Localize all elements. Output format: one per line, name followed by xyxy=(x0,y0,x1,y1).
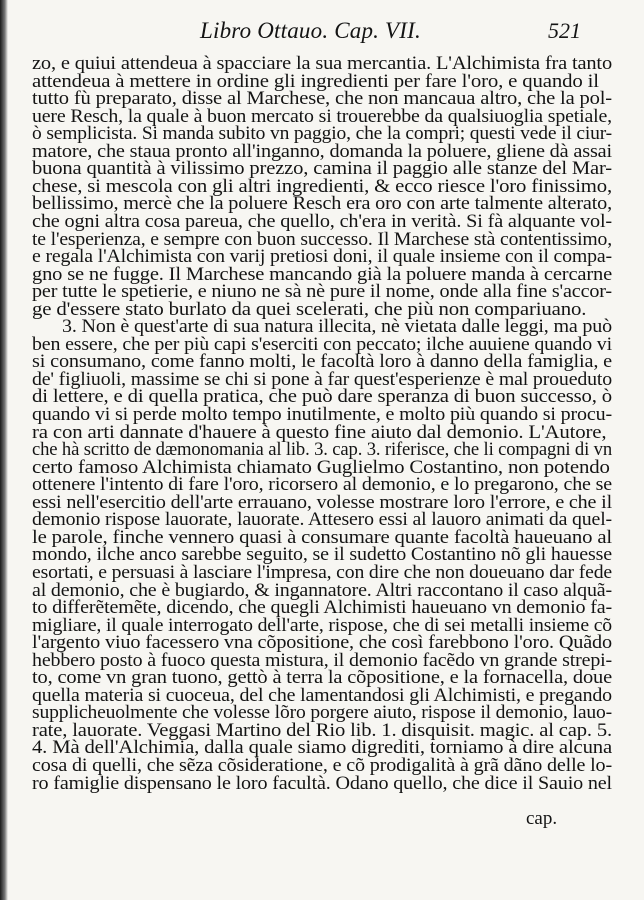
text-line: ò semplicista. Si manda subito vn paggio, che la compri; questi vede il ciur- xyxy=(32,123,612,145)
text-line: bellissimo, mercè che la poluere Resch era oro con arte talmente alterato, xyxy=(32,193,612,215)
text-line: quando vi si perde molto tempo inutilmente, e molto più quando si procu- xyxy=(32,404,613,425)
text-line: l'argento viuo facessero vna cõpositione, che così farebbono l'oro. Quãdo xyxy=(32,632,612,654)
text-line: to, come vn gran tuono, gettò à terra la cõpositione, e la fornacella, doue xyxy=(32,667,612,689)
text-line: gno se ne fugge. Il Marchese mancando già la poluere manda à cercarne xyxy=(32,263,613,285)
text-line: attendeua à mettere in ordine gli ingredienti per fare l'oro, e quando il xyxy=(32,70,599,92)
text-line: rate, lauorate. Veggasi Martino del Rio lib. 1. disquisit. magic. al cap. 5. xyxy=(32,719,613,741)
text-line: ben essere, che per più capi s'eserciti con peccato; ilche auuiene quando vi xyxy=(32,333,612,355)
text-line: zo, e quiui attendeua à spacciare la sua mercantia. L'Alchimista fra tanto xyxy=(32,53,613,74)
text-line: hebbero posto à fuoco questa mistura, il demonio facẽdo vn grande strepi- xyxy=(32,649,613,671)
text-line: che hà scritto de dæmonomania al lib. 3. cap. 3. riferisce, che li compagni di vn xyxy=(32,439,612,461)
text-line: de' figliuoli, massime se chi si pone à far quest'esperienze è mal proueduto xyxy=(32,368,613,390)
text-line: che ogni altra cosa pareua, che quello, ch'era in verità. Si fà alquante vol- xyxy=(32,210,613,232)
text-line: buona quantità à vilissimo prezzo, camina il paggio alle stanze del Mar- xyxy=(32,158,612,180)
text-line: ra con arti dannate d'hauere à questo fine aiuto dal demonio. L'Autore, xyxy=(32,421,607,443)
text-line: 3. Non è quest'arte di sua natura illecita, nè vietata dalle leggi, ma può xyxy=(62,316,612,338)
text-line: matore, che staua pronto all'inganno, domanda la poluere, gliene dà assai xyxy=(32,140,612,162)
page-number: 521 xyxy=(548,18,581,43)
text-line: tutto fù preparato, disse al Marchese, che non mancaua altro, che la pol- xyxy=(32,88,612,110)
text-line: essi nell'esercitio dell'arte errauano, volesse mostrare loro l'errore, e che il xyxy=(32,491,613,513)
text-line: demonio rispose lauorate, lauorate. Attesero essi al lauoro animati da quel- xyxy=(32,509,612,531)
text-line: chese, si mescola con gli altri ingredienti, & ecco riesce l'oro finissimo, xyxy=(32,175,613,197)
text-line: te l'esperienza, e sempre con buon successo. Il Marchese stà contentissimo, xyxy=(32,228,612,250)
text-line: ottenere l'intento di fare l'oro, ricorsero al demonio, e lo pregarono, che se xyxy=(32,474,612,496)
text-line: 4. Mà dell'Alchimia, dalla quale siamo digrediti, torniamo à dire alcuna xyxy=(32,737,612,759)
text-line: uere Resch, la quale à buon mercato si trouerebbe da qualsiuoglia spetiale, xyxy=(32,105,612,127)
text-line: migliare, il quale interrogato dell'arte, rispose, che di sei metalli insieme cõ xyxy=(32,614,613,636)
text-line: ro famiglie dispensano le loro facultà. Odano quello, che dice il Sauio nel xyxy=(32,772,612,794)
text-line: le parole, finche vennero quasi à consumare quante facoltà haueuano al xyxy=(32,526,612,548)
running-head: Libro Ottauo. Cap. VII. xyxy=(200,18,421,43)
text-line: to differẽtemẽte, dicendo, che quegli Alchimisti haueuano vn demonio fa- xyxy=(32,597,612,619)
text-line: al demonio, che è bugiardo, & ingannatore. Altri raccontano il caso alquã- xyxy=(32,579,612,601)
text-line: cosa di quelli, che sẽza cõsideratione, e cõ prodigalità à grã dãno delle lo- xyxy=(32,755,612,776)
text-line: per tutte le spetierie, e niuno ne sà nè pure il nome, onde alla fine s'accor- xyxy=(32,281,612,303)
text-line: si consumano, come fanno molti, le facoltà loro à danno della famiglia, e xyxy=(32,351,612,373)
text-line: quella materia si cuoceua, del che lamentandosi gli Alchimisti, e pregando xyxy=(32,684,612,706)
text-line: ge d'essere stato burlato da quei scelerati, che più non compariuano. xyxy=(32,298,587,320)
text-line: certo famoso Alchimista chiamato Guglielmo Costantino, non potendo xyxy=(32,456,610,478)
catchword: cap. xyxy=(526,808,558,829)
text-line: mondo, ilche anco sarebbe seguito, se il sudetto Costantino nõ gli hauesse xyxy=(32,544,612,566)
text-line: esortati, e persuasi à lasciare l'impresa, con dire che non doueuano dar fede xyxy=(32,561,612,583)
text-line: di lettere, e di quella pratica, che può dare speranza di buon successo, ò xyxy=(32,386,613,408)
text-line: e regala l'Alchimista con varij pretiosi doni, il quale insieme con il compa- xyxy=(32,246,612,268)
text-line: supplicheuolmente che volesse lõro porgere aiuto, rispose il demonio, lauo- xyxy=(32,702,612,724)
